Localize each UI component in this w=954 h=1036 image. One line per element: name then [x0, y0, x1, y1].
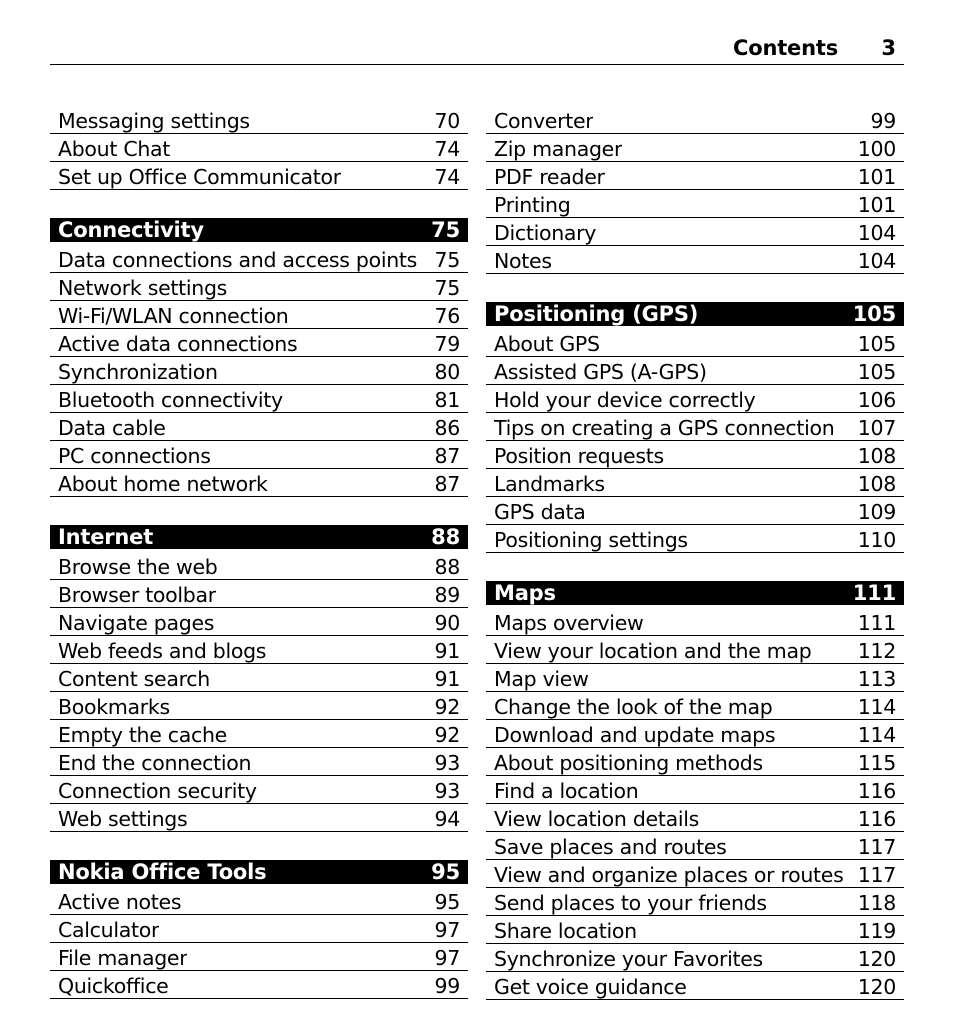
entry-title: PC connections: [58, 444, 211, 468]
toc-entry[interactable]: [486, 833, 904, 860]
entry-title: Quickoffice: [58, 974, 169, 998]
toc-entry[interactable]: [50, 386, 468, 413]
toc-entry[interactable]: [50, 107, 468, 134]
entry-title: GPS data: [494, 500, 586, 524]
entry-title: End the connection: [58, 751, 252, 775]
section-spacer: [50, 191, 468, 218]
page-number: 97: [434, 918, 460, 942]
page-number: 70: [434, 109, 460, 133]
toc-entry[interactable]: [486, 498, 904, 525]
page-number: 92: [434, 695, 460, 719]
entry-title: Save places and routes: [494, 835, 727, 859]
section-spacer: [50, 833, 468, 860]
toc-entry[interactable]: [50, 163, 468, 190]
page-number: 76: [434, 304, 460, 328]
entry-title: Get voice guidance: [494, 975, 687, 999]
section-title: Internet: [58, 525, 154, 549]
page-header: [50, 30, 904, 65]
page-number: 117: [857, 863, 896, 887]
page-number: 114: [857, 723, 896, 747]
toc-entry[interactable]: [486, 470, 904, 497]
entry-title: Positioning settings: [494, 528, 688, 552]
entry-title: Position requests: [494, 444, 664, 468]
entry-title: View and organize places or routes: [494, 863, 844, 887]
entry-title: Bluetooth connectivity: [58, 388, 283, 412]
toc-entry[interactable]: [50, 749, 468, 776]
page-number: 94: [434, 807, 460, 831]
page-number: 99: [870, 109, 896, 133]
entry-title: Tips on creating a GPS connection: [494, 416, 835, 440]
page-number: 117: [857, 835, 896, 859]
toc-entry[interactable]: [486, 637, 904, 664]
toc-entry[interactable]: [50, 414, 468, 441]
toc-entry[interactable]: [50, 135, 468, 162]
entry-title: Maps overview: [494, 611, 644, 635]
page-number: 89: [434, 583, 460, 607]
page-number: 101: [857, 165, 896, 189]
page-number: 109: [857, 500, 896, 524]
toc-entry[interactable]: [50, 274, 468, 301]
page-number: 104: [857, 221, 896, 245]
page-number: 116: [857, 807, 896, 831]
toc-entry[interactable]: [486, 219, 904, 246]
entry-title: View location details: [494, 807, 700, 831]
entry-title: Converter: [494, 109, 594, 133]
page-number: 115: [857, 751, 896, 775]
toc-entry[interactable]: [50, 637, 468, 664]
entry-title: Map view: [494, 667, 589, 691]
entry-title: Data connections and access points: [58, 248, 418, 272]
page-number: 105: [857, 332, 896, 356]
entry-title: About positioning methods: [494, 751, 763, 775]
toc-entry[interactable]: [50, 246, 468, 273]
toc-entry[interactable]: [486, 861, 904, 888]
page-number: 88: [431, 525, 460, 549]
toc-entry[interactable]: [486, 191, 904, 218]
entry-title: Web feeds and blogs: [58, 639, 267, 663]
toc-entry[interactable]: [486, 386, 904, 413]
entry-title: Printing: [494, 193, 571, 217]
page-number: 93: [434, 751, 460, 775]
toc-section-heading[interactable]: [50, 218, 468, 242]
entry-title: Change the look of the map: [494, 695, 773, 719]
page-number: 92: [434, 723, 460, 747]
entry-title: Dictionary: [494, 221, 597, 245]
section-title: Maps: [494, 581, 556, 605]
page-number: 79: [434, 332, 460, 356]
entry-title: Empty the cache: [58, 723, 227, 747]
entry-title: Download and update maps: [494, 723, 776, 747]
page-number: 110: [857, 528, 896, 552]
entry-title: Connection security: [58, 779, 257, 803]
entry-title: Notes: [494, 249, 552, 273]
page-number: 120: [857, 947, 896, 971]
entry-title: Calculator: [58, 918, 160, 942]
toc-entry[interactable]: [50, 330, 468, 357]
section-spacer: [486, 275, 904, 302]
page-number: 86: [434, 416, 460, 440]
page-number: 74: [434, 137, 460, 161]
page-number: 87: [434, 472, 460, 496]
entry-title: Send places to your friends: [494, 891, 767, 915]
toc-section-heading[interactable]: [50, 860, 468, 884]
page-number: 93: [434, 779, 460, 803]
toc-entry[interactable]: [486, 358, 904, 385]
entry-title: View your location and the map: [494, 639, 812, 663]
toc-entry[interactable]: [486, 665, 904, 692]
section-spacer: [50, 498, 468, 525]
page-number: 108: [857, 472, 896, 496]
entry-title: Navigate pages: [58, 611, 215, 635]
page-number: 120: [857, 975, 896, 999]
toc-entry[interactable]: [486, 777, 904, 804]
entry-title: Browse the web: [58, 555, 218, 579]
page-number: 87: [434, 444, 460, 468]
entry-title: Bookmarks: [58, 695, 170, 719]
toc-entry[interactable]: [50, 358, 468, 385]
page-number: 97: [434, 946, 460, 970]
entry-title: Active data connections: [58, 332, 298, 356]
page-number: 74: [434, 165, 460, 189]
toc-entry[interactable]: [486, 609, 904, 636]
entry-title: File manager: [58, 946, 188, 970]
page-number: 88: [434, 555, 460, 579]
page-number: 75: [431, 218, 460, 242]
toc-section-heading[interactable]: [486, 581, 904, 605]
entry-title: Data cable: [58, 416, 166, 440]
entry-title: Landmarks: [494, 472, 605, 496]
toc-entry[interactable]: [486, 163, 904, 190]
page-number: 104: [857, 249, 896, 273]
toc-entry[interactable]: [486, 330, 904, 357]
toc-entry[interactable]: [486, 247, 904, 274]
page-number: 75: [434, 276, 460, 300]
toc-entry[interactable]: [50, 721, 468, 748]
entry-title: Share location: [494, 919, 637, 943]
toc-section-heading[interactable]: [50, 525, 468, 549]
toc-entry[interactable]: [50, 302, 468, 329]
entry-title: PDF reader: [494, 165, 605, 189]
page-number: 113: [857, 667, 896, 691]
entry-title: Browser toolbar: [58, 583, 216, 607]
entry-title: Find a location: [494, 779, 639, 803]
toc-entry[interactable]: [486, 135, 904, 162]
toc-entry[interactable]: [50, 553, 468, 580]
entry-title: Assisted GPS (A-GPS): [494, 360, 707, 384]
entry-title: About Chat: [58, 137, 171, 161]
entry-title: About GPS: [494, 332, 600, 356]
entry-title: Zip manager: [494, 137, 623, 161]
section-title: Positioning (GPS): [494, 302, 699, 326]
page-number: 81: [434, 388, 460, 412]
toc-section-heading[interactable]: [486, 302, 904, 326]
toc-entry[interactable]: [50, 442, 468, 469]
toc-entry[interactable]: [50, 470, 468, 497]
entry-title: Active notes: [58, 890, 182, 914]
toc-entry[interactable]: [486, 107, 904, 134]
page-number: 106: [857, 388, 896, 412]
entry-title: Network settings: [58, 276, 228, 300]
entry-title: Web settings: [58, 807, 188, 831]
page-number: 101: [857, 193, 896, 217]
toc-entry[interactable]: [50, 609, 468, 636]
page-number: 90: [434, 611, 460, 635]
toc-entry[interactable]: [486, 945, 904, 972]
section-title: Nokia Office Tools: [58, 860, 267, 884]
entry-title: Hold your device correctly: [494, 388, 756, 412]
toc-entry[interactable]: [50, 581, 468, 608]
toc-right-column: [486, 107, 904, 1001]
toc-entry[interactable]: [50, 916, 468, 943]
toc-entry[interactable]: [486, 526, 904, 553]
page-number: 95: [431, 860, 460, 884]
page-number: 80: [434, 360, 460, 384]
entry-title: Messaging settings: [58, 109, 250, 133]
entry-title: Synchronization: [58, 360, 218, 384]
page-number: 105: [857, 360, 896, 384]
toc-entry[interactable]: [486, 721, 904, 748]
toc-entry[interactable]: [50, 777, 468, 804]
toc-entry[interactable]: [50, 805, 468, 832]
toc-entry[interactable]: [50, 972, 468, 999]
toc-entry[interactable]: [486, 749, 904, 776]
page-number: 111: [857, 611, 896, 635]
toc-entry[interactable]: [50, 693, 468, 720]
page-number: 112: [857, 639, 896, 663]
page-number: 108: [857, 444, 896, 468]
page-number: 91: [434, 667, 460, 691]
toc-entry[interactable]: [486, 693, 904, 720]
toc-entry[interactable]: [486, 973, 904, 1000]
toc-entry[interactable]: [486, 442, 904, 469]
page-number: 111: [852, 581, 896, 605]
page-number: 99: [434, 974, 460, 998]
page-number: 107: [857, 416, 896, 440]
page-number: 105: [852, 302, 896, 326]
page-number: 91: [434, 639, 460, 663]
section-spacer: [486, 554, 904, 581]
page-number: 118: [857, 891, 896, 915]
toc-entry[interactable]: [486, 414, 904, 441]
entry-title: Set up Office Communicator: [58, 165, 341, 189]
entry-title: Synchronize your Favorites: [494, 947, 763, 971]
page-number: 116: [857, 779, 896, 803]
section-title: Connectivity: [58, 218, 204, 242]
page-number: 100: [857, 137, 896, 161]
entry-title: About home network: [58, 472, 268, 496]
header-page-number: 3: [881, 36, 896, 60]
page-number: 75: [434, 248, 460, 272]
toc-entry[interactable]: [50, 665, 468, 692]
page-number: 114: [857, 695, 896, 719]
toc-entry[interactable]: [486, 805, 904, 832]
toc-left-column: [50, 107, 468, 1000]
toc-entry[interactable]: [50, 944, 468, 971]
toc-entry[interactable]: [50, 888, 468, 915]
entry-title: Content search: [58, 667, 210, 691]
page-number: 119: [857, 919, 896, 943]
header-title: Contents: [733, 36, 838, 60]
toc-entry[interactable]: [486, 917, 904, 944]
page-number: 95: [434, 890, 460, 914]
entry-title: Wi-Fi/WLAN connection: [58, 304, 289, 328]
toc-entry[interactable]: [486, 889, 904, 916]
